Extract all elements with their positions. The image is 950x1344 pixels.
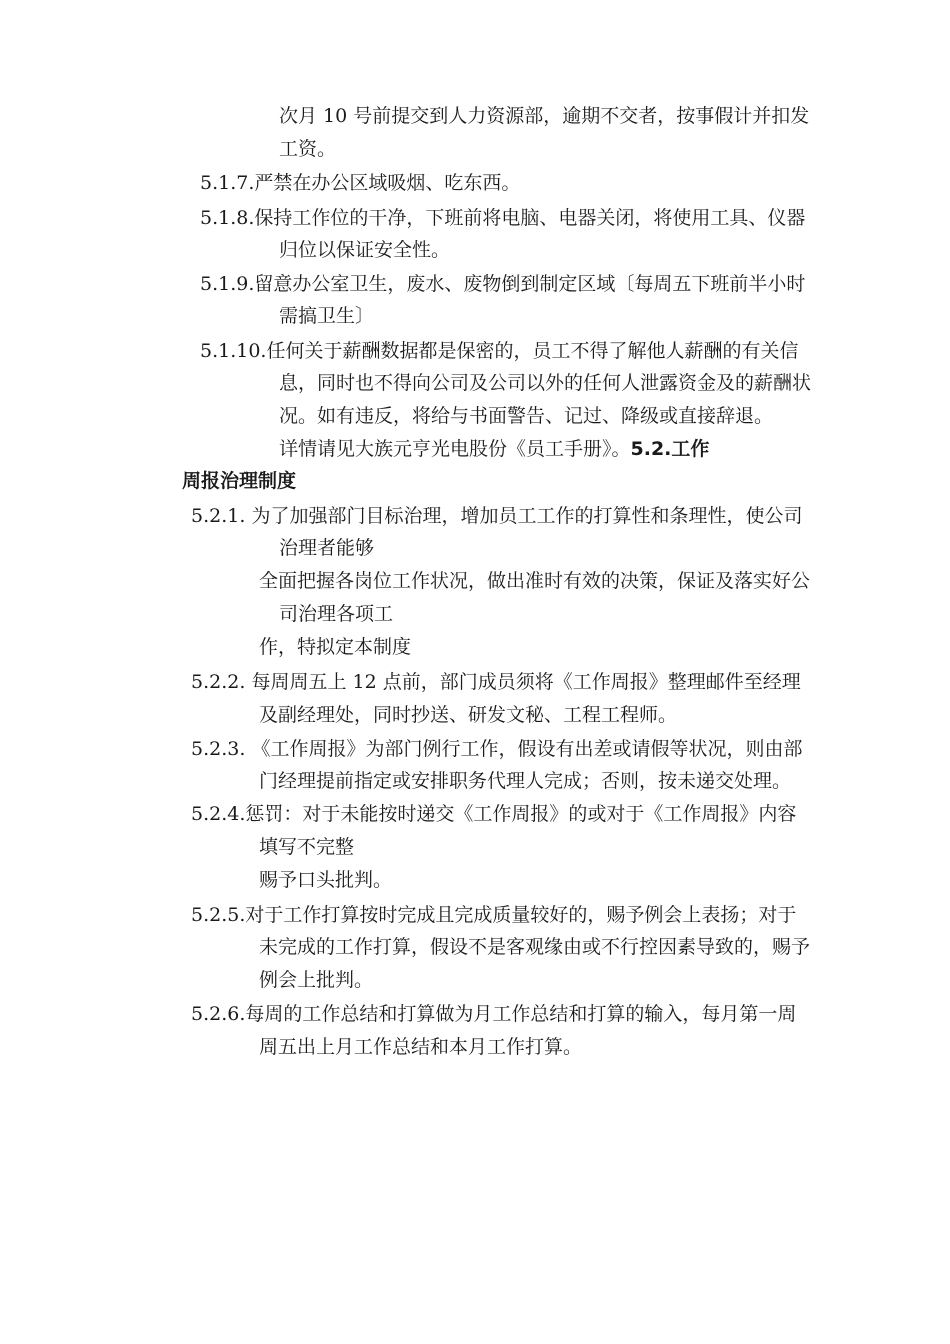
clause-number: 5.2.5. [191, 904, 246, 926]
paragraph-line: 治理者能够 [279, 537, 375, 559]
clause-5-1-7 [200, 171, 520, 195]
paragraph-line: 归位以保证安全性。 [279, 239, 451, 261]
paragraph-line: 次月 10 号前提交到人力资源部，逾期不交者，按事假计并扣发 [279, 105, 810, 127]
clause-text: 每周的工作总结和打算做为月工作总结和打算的输入，每月第一周 [245, 1003, 797, 1025]
paragraph-line: 需搞卫生〕 [279, 305, 375, 327]
section-heading-title: 周报治理制度 [182, 470, 297, 492]
paragraph-line [279, 437, 709, 461]
clause-5-2-4 [191, 802, 796, 826]
clause-number: 5.1.10. [200, 340, 267, 362]
clause-5-2-1 [191, 504, 802, 528]
section-heading-5-2: 5.2.工作 [630, 438, 710, 460]
clause-text: 对于工作打算按时完成且完成质量较好的，赐予例会上表扬；对于 [245, 904, 797, 926]
clause-text: 每周周五上 12 点前，部门成员须将《工作周报》整理邮件至经理 [251, 671, 801, 693]
paragraph-line: 门经理提前指定或安排职务代理人完成；否则，按未递交处理。 [259, 770, 792, 792]
clause-5-1-8 [200, 206, 805, 230]
clause-5-1-10 [200, 339, 799, 363]
clause-text: 严禁在办公区域吸烟、吃东西。 [254, 172, 521, 194]
paragraph-line: 及副经理处，同时抄送、研发文秘、工程工程师。 [259, 704, 678, 726]
paragraph-line: 赐予口头批判。 [259, 869, 393, 891]
paragraph-line: 填写不完整 [259, 836, 355, 858]
clause-5-2-2 [191, 670, 801, 694]
clause-number: 5.1.8. [200, 207, 255, 229]
clause-number: 5.1.9. [200, 273, 255, 295]
paragraph-line: 未完成的工作打算，假设不是客观缘由或不行控因素导致的，赐予 [259, 936, 811, 958]
clause-number: 5.2.1. [191, 505, 246, 527]
paragraph-line: 全面把握各岗位工作状况，做出准时有效的决策，保证及落实好公 [259, 570, 811, 592]
clause-text: 任何关于薪酬数据都是保密的，员工不得了解他人薪酬的有关信 [266, 340, 799, 362]
clause-number: 5.2.6. [191, 1003, 246, 1025]
clause-number: 5.2.4. [191, 803, 246, 825]
clause-text: 惩罚：对于未能按时递交《工作周报》的或对于《工作周报》内容 [245, 803, 797, 825]
clause-text: 《工作周报》为部门例行工作，假设有出差或请假等状况，则由部 [251, 738, 803, 760]
clause-text: 保持工作位的干净，下班前将电脑、电器关闭，将使用工具、仪器 [254, 207, 806, 229]
paragraph-line: 周五出上月工作总结和本月工作打算。 [259, 1036, 583, 1058]
paragraph-text: 详情请见大族元亨光电股份《员工手册》。 [279, 438, 631, 460]
clause-number: 5.2.3. [191, 738, 246, 760]
clause-text: 为了加强部门目标治理，增加员工工作的打算性和条理性，使公司 [251, 505, 803, 527]
paragraph-line: 况。如有违反，将给与书面警告、记过、降级或直接辞退。 [279, 405, 774, 427]
clause-5-2-5 [191, 903, 796, 927]
clause-5-1-9 [200, 272, 805, 296]
clause-text: 留意办公室卫生，废水、废物倒到制定区域〔每周五下班前半小时 [254, 273, 806, 295]
clause-5-2-3 [191, 737, 802, 761]
paragraph-line: 作，特拟定本制度 [259, 636, 412, 658]
paragraph-line: 工资。 [279, 138, 337, 160]
paragraph-line: 司治理各项工 [279, 603, 394, 625]
clause-5-2-6 [191, 1002, 796, 1026]
paragraph-line: 例会上批判。 [259, 969, 374, 991]
paragraph-line: 息，同时也不得向公司及公司以外的任何人泄露资金及的薪酬状 [279, 372, 812, 394]
clause-number: 5.1.7. [200, 172, 255, 194]
clause-number: 5.2.2. [191, 671, 246, 693]
